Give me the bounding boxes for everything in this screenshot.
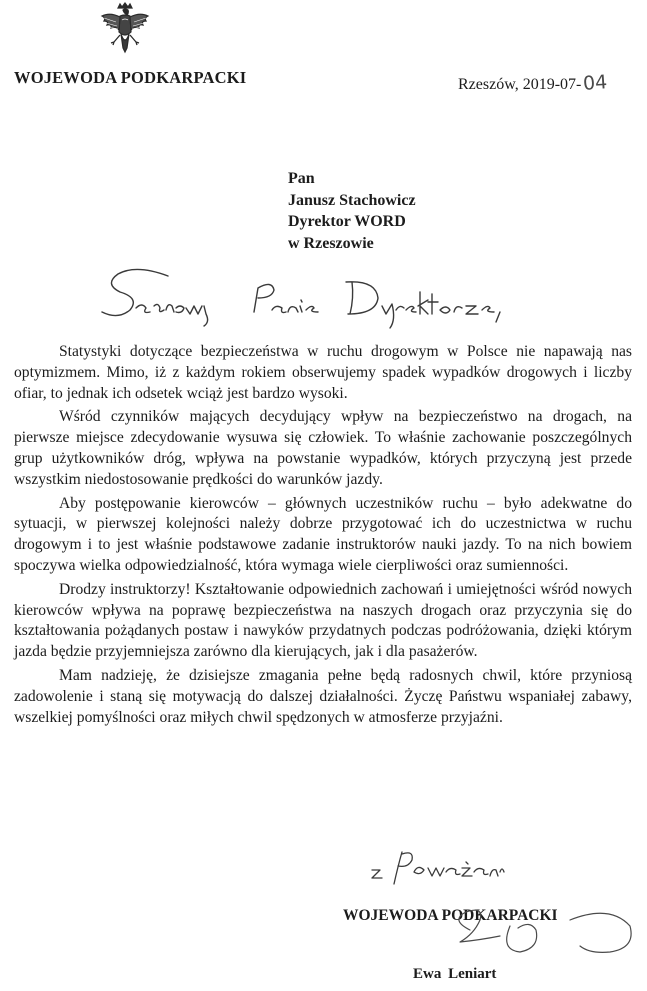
body-paragraph: Statystyki dotyczące bezpieczeństwa w ruchu drogowym w Polsce nie napawają nas optymizmem. Mimo, iż z każdym rokiem obserwujemy spadek wypadków drogowych i liczby ofiar, to jednak ich odsetek wciąż jest bardzo wysoki. (14, 343, 632, 402)
signature-title: WOJEWODA PODKARPACKI (343, 907, 558, 924)
body-paragraph: Aby postępowanie kierowców – głównych uczestników ruchu – było adekwatne do sytuacji, w pierwszej kolejności należy dobrze przygotować ich do uczestnictwa w ruchu drogowym i to jest właśnie podstawowe zadanie instruktorów nauki jazdy. To na nich bowiem spoczywa wielka odpowiedzialność, która wymaga wiele cierpliwości oraz sumienności. (14, 494, 632, 574)
handwritten-signature (440, 890, 640, 970)
letter-date (458, 72, 608, 94)
handwritten-salutation (96, 262, 516, 332)
body-paragraph: Mam nadzieję, że dzisiejsze zmagania pełne będą radosnych chwil, które przyniosą zadowolenie i staną się motywacją do dalszej działalności. Życzę Państwu wspaniałej zabawy, wszelkiej pomyślności oraz miłych chwil spędzonych w atmosferze przyjaźni. (14, 666, 632, 726)
office-title: WOJEWODA PODKARPACKI (14, 68, 247, 87)
recipient-line: Pan (288, 170, 315, 187)
recipient-line: Janusz Stachowicz (288, 191, 416, 209)
date-printed: Rzeszów, 2019-07- (458, 76, 582, 93)
signature-name: Ewa Leniart (413, 966, 497, 982)
recipient-line: Dyrektor WORD (288, 213, 406, 230)
recipient-block (288, 168, 416, 254)
handwritten-closing (368, 846, 508, 886)
letter-body (14, 342, 632, 731)
eagle-emblem-icon (96, 2, 154, 62)
body-paragraph: Drodzy instruktorzy! Kształtowanie odpowiednich zachowań i umiejętności wśród nowych kierowców wpływa na poprawę bezpieczeństwa na naszych drogach oraz przyczynia się do kształtowania pożądanych postaw i nawyków przydatnych podczas podróżowania, dzięki którym jazda będzie przyjemniejsza zarówno dla kierujących, jak i dla pasażerów. (14, 580, 632, 661)
recipient-line: w Rzeszowie (288, 234, 374, 252)
date-handwritten-day: 04 (582, 71, 609, 95)
body-paragraph: Wśród czynników mających decydujący wpływ na bezpieczeństwo na drogach, na pierwsze miejsce zdecydowanie wysuwa się człowiek. To właśnie zachowanie poszczególnych grup użytkowników dróg, wpływa na powstanie wypadków, których przyczyną jest przede wszystkim niedostosowanie prędkości do warunków jazdy. (14, 408, 632, 488)
